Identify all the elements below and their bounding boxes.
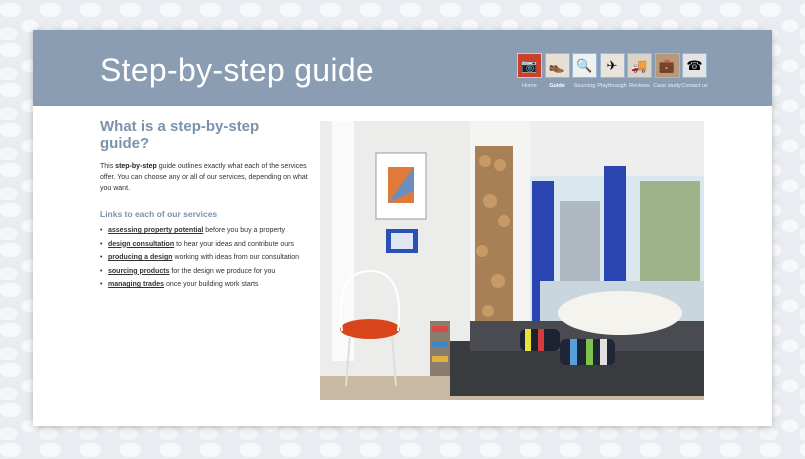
list-item (108, 224, 310, 238)
services-list (100, 224, 310, 292)
nav-label-home[interactable]: Home (522, 83, 537, 89)
shoes-icon[interactable]: 👞 (545, 53, 570, 78)
interior-illustration (320, 121, 704, 400)
nav-item-reviews[interactable] (626, 53, 653, 89)
section-heading: What is a step-by-step guide? (100, 118, 260, 152)
nav-label-reviews[interactable]: Reviews (629, 83, 650, 89)
nav-label-sourcing[interactable]: Sourcing (573, 83, 596, 89)
suitcase-icon[interactable]: 💼 (655, 53, 680, 78)
nav-item-playthrough[interactable] (599, 53, 626, 89)
list-item (108, 251, 310, 265)
interior-photo (320, 121, 704, 400)
link-assessing-property[interactable]: assessing property potential (108, 227, 204, 234)
links-heading: Links to each of our services (100, 209, 218, 219)
list-item (108, 265, 310, 279)
nav-label-playthrough[interactable]: Playthrough (597, 83, 627, 89)
list-item-text: for the design we produce for you (169, 267, 276, 275)
list-item (108, 278, 310, 292)
header-bar (33, 30, 772, 106)
nav-item-sourcing[interactable] (571, 53, 598, 89)
link-sourcing-products[interactable]: sourcing products (108, 267, 170, 275)
intro-bold: step-by-step (115, 163, 157, 170)
nav-label-guide[interactable]: Guide (549, 83, 565, 89)
nav-item-guide[interactable] (544, 53, 571, 89)
link-managing-trades[interactable]: managing trades (108, 281, 165, 288)
intro-paragraph (100, 161, 310, 194)
link-design-consultation[interactable]: design consultation (108, 240, 175, 248)
list-item-text: working with ideas from our consultation (172, 254, 300, 261)
list-item-text: to hear your ideas and contribute ours (174, 240, 294, 248)
camera-icon[interactable]: 📷 (517, 53, 542, 78)
page-title: Step-by-step guide (100, 52, 375, 88)
nav-label-contact[interactable]: Contact us (681, 83, 708, 89)
main-content (100, 118, 310, 292)
list-item-text: once your building work starts (164, 281, 259, 288)
nav-item-home[interactable] (516, 53, 543, 89)
main-nav (516, 53, 709, 89)
nav-label-case-study[interactable]: Case study (653, 83, 681, 89)
page-panel (33, 30, 772, 426)
magnifier-icon[interactable]: 🔍 (572, 53, 597, 78)
nav-item-contact[interactable] (681, 53, 708, 89)
intro-text: This (100, 163, 116, 170)
telephone-icon[interactable]: ☎ (682, 53, 707, 78)
intro-text-rest: guide outlines exactly what each of the services offer. You can choose any or all of our services, depending on what you want. (100, 163, 308, 192)
link-producing-design[interactable]: producing a design (108, 254, 173, 261)
toy-truck-icon[interactable]: 🚚 (627, 53, 652, 78)
list-item (108, 238, 310, 252)
nav-item-case-study[interactable] (654, 53, 681, 89)
list-item-text: before you buy a property (203, 227, 286, 234)
toy-plane-icon[interactable]: ✈ (600, 53, 625, 78)
